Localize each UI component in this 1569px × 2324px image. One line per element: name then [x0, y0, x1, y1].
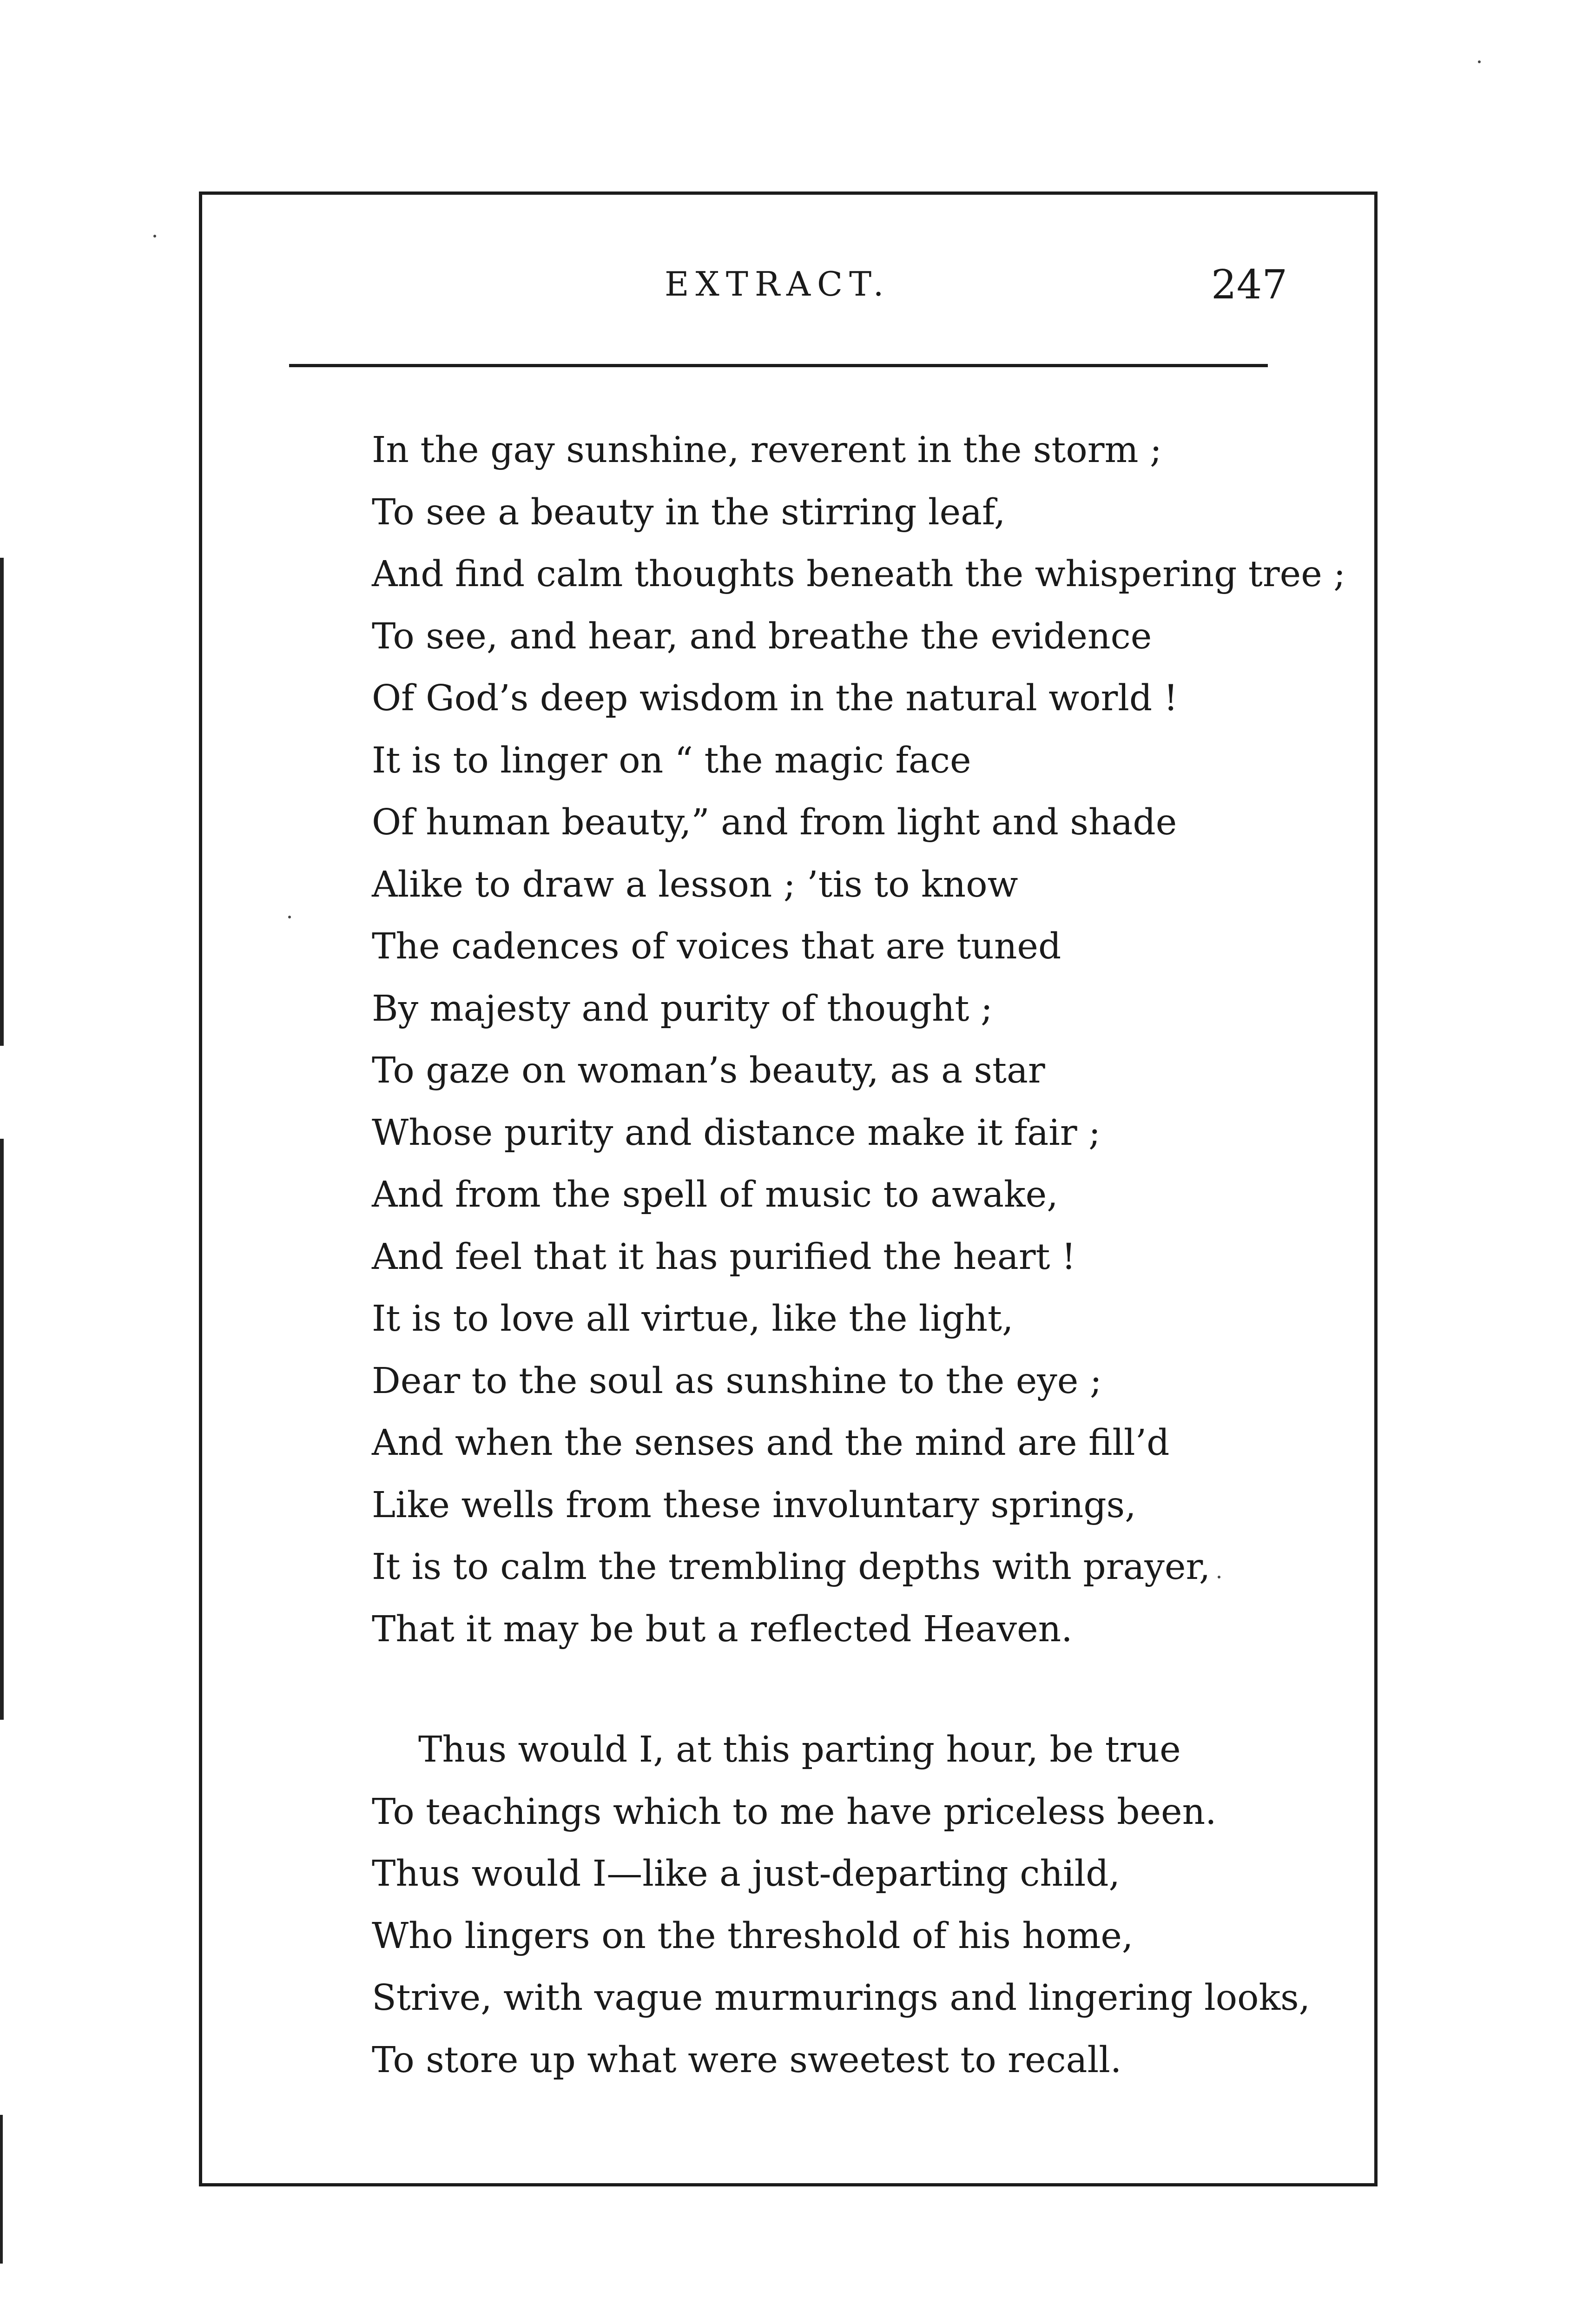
poem-line: Who lingers on the threshold of his home, — [372, 1915, 1134, 1957]
poem-line: To see a beauty in the stirring leaf, — [372, 491, 1006, 533]
poem-line: To store up what were sweetest to recall. — [372, 2039, 1122, 2081]
poem-line: It is to love all virtue, like the light, — [372, 1298, 1014, 1340]
scan-edge-mark — [0, 558, 4, 1046]
poem-line: The cadences of voices that are tuned — [372, 926, 1061, 967]
poem-line: And from the spell of music to awake, — [372, 1174, 1058, 1215]
page-number: 247 — [1211, 262, 1288, 308]
running-header-title: EXTRACT. — [665, 264, 890, 304]
poem-line: Thus would I—like a just-departing child, — [372, 1853, 1121, 1895]
poem-line: Strive, with vague murmurings and lingering looks, — [372, 1977, 1311, 2019]
header-rule — [289, 364, 1268, 367]
poem-line: Like wells from these involuntary springs, — [372, 1484, 1136, 1526]
poem-line: Whose purity and distance make it fair ; — [372, 1112, 1101, 1154]
poem-line: And when the senses and the mind are fill’d — [372, 1422, 1170, 1464]
poem-stanza-2 — [372, 1719, 1310, 2091]
poem-line: Dear to the soul as sunshine to the eye ; — [372, 1360, 1102, 1402]
poem-line: Thus would I, at this parting hour, be true — [418, 1729, 1181, 1770]
scan-speck — [153, 235, 156, 238]
poem-line: By majesty and purity of thought ; — [372, 988, 993, 1030]
poem-line: Of human beauty,” and from light and shade — [372, 802, 1177, 843]
poem-line: And feel that it has purified the heart ! — [372, 1236, 1076, 1278]
scan-edge-mark — [0, 1139, 4, 1720]
scan-speck — [1478, 60, 1481, 63]
scan-edge-mark — [0, 2115, 3, 2264]
poem-line: And find calm thoughts beneath the whispering tree ; — [372, 554, 1346, 595]
scan-speck — [288, 916, 291, 918]
poem-line: It is to calm the trembling depths with prayer, — [372, 1546, 1211, 1588]
poem-line: It is to linger on “ the magic face — [372, 739, 971, 781]
poem-line: To gaze on woman’s beauty, as a star — [372, 1050, 1045, 1091]
poem-line: In the gay sunshine, reverent in the storm ; — [372, 429, 1162, 471]
poem-line: To see, and hear, and breathe the evidence — [372, 615, 1152, 657]
poem-stanza-1 — [372, 419, 1345, 1660]
poem-line: Of God’s deep wisdom in the natural world ! — [372, 678, 1178, 719]
poem-line: To teachings which to me have priceless been. — [372, 1791, 1217, 1833]
poem-line: That it may be but a reflected Heaven. — [372, 1608, 1073, 1650]
scan-speck — [1218, 1576, 1220, 1578]
poem-line: Alike to draw a lesson ; ’tis to know — [372, 864, 1018, 905]
